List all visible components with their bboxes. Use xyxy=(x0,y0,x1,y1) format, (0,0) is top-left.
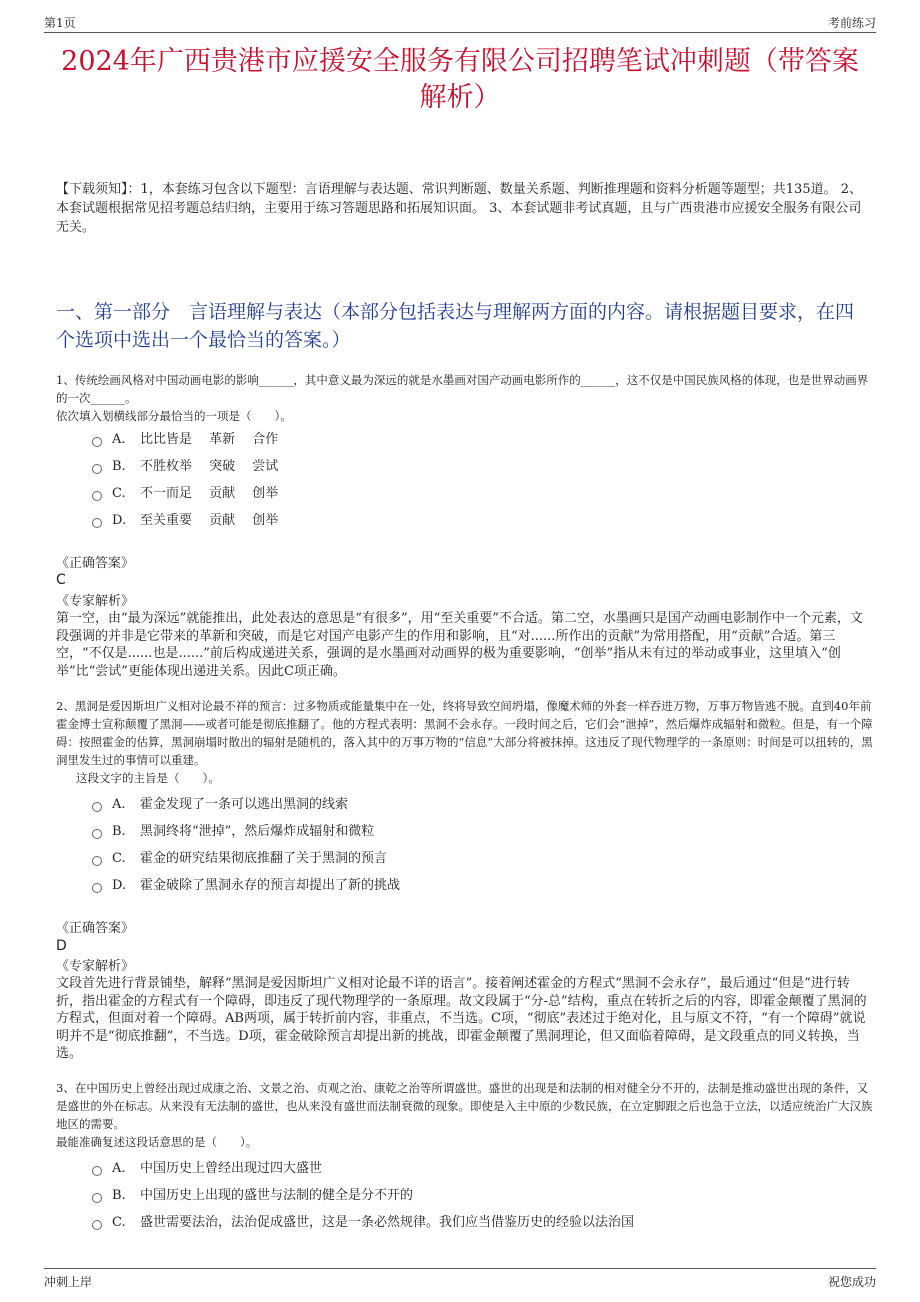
option-a[interactable]: A. 比比皆是 革新 合作 xyxy=(92,426,874,453)
footer-right-text: 祝您成功 xyxy=(827,1275,876,1289)
option-a[interactable]: A. 中国历史上曾经出现过四大盛世 xyxy=(92,1155,874,1182)
page-header xyxy=(44,12,876,33)
header-category: 考前练习 xyxy=(827,16,876,30)
question-prompt: 最能准确复述这段话意思的是（ ）。 xyxy=(56,1135,258,1149)
question-prompt: 依次填入划横线部分最恰当的一项是（ ）。 xyxy=(56,409,292,423)
radio-icon[interactable] xyxy=(92,1220,102,1230)
analysis-label: 《专家解析》 xyxy=(56,959,135,974)
radio-icon[interactable] xyxy=(92,491,102,501)
document-title: 2024年广西贵港市应援安全服务有限公司招聘笔试冲刺题（带答案解析） xyxy=(61,46,859,113)
question-2 xyxy=(56,697,874,787)
page-number: 第1页 xyxy=(44,16,76,30)
answer-label: 《正确答案》 xyxy=(56,921,135,936)
answer-label: 《正确答案》 xyxy=(56,556,135,571)
radio-icon[interactable] xyxy=(92,518,102,528)
option-d[interactable]: D. 至关重要 贡献 创举 xyxy=(92,507,874,534)
radio-icon[interactable] xyxy=(92,829,102,839)
section-heading: 一、第一部分 言语理解与表达（本部分包括表达与理解两方面的内容。请根据题目要求，在四个选项中选出一个最恰当的答案。） xyxy=(56,301,855,351)
radio-icon[interactable] xyxy=(92,883,102,893)
option-a[interactable]: A. 霍金发现了一条可以逃出黑洞的线索 xyxy=(92,791,874,818)
option-c[interactable]: C. 霍金的研究结果彻底推翻了关于黑洞的预言 xyxy=(92,845,874,872)
question-stem: 3、在中国历史上曾经出现过成康之治、文景之治、贞观之治、康乾之治等所谓盛世。盛世的出现是和法制的相对健全分不开的，法制是推动盛世出现的条件，又是盛世的外在标志。从来没有无法制的盛世，也从来没有盛世而法制衰微的现象。即使是入主中原的少数民族，在立定脚跟之后也急于立法，以适应统治广大汉族地区的需要。 xyxy=(56,1081,873,1131)
option-b[interactable]: B. 中国历史上出现的盛世与法制的健全是分不开的 xyxy=(92,1182,874,1209)
radio-icon[interactable] xyxy=(92,464,102,474)
radio-icon[interactable] xyxy=(92,437,102,447)
option-c[interactable]: C. 盛世需要法治，法治促成盛世，这是一条必然规律。我们应当借鉴历史的经验以法治国 xyxy=(92,1209,874,1236)
analysis-text: 文段首先进行背景铺垫，解释“黑洞是爱因斯坦广义相对论最不详的语言”。接着阐述霍金的方程式“黑洞不会永存”，最后通过“但是”进行转折，指出霍金的方程式有一个障碍，即违反了现代物理学的一条原理。故文段属于“分-总”结构，重点在转折之后的内容，即霍金颠覆了黑洞的方程式，但面对着一个障碍。AB两项，属于转折前内容，非重点，不当选。C项，“彻底”表述过于绝对化，且与原文不符，“有一个障碍”就说明并不是“彻底推翻”，不当选。D项，霍金破除预言却提出新的挑战，即霍金颠覆了黑洞理论，但又面临着障碍，是文段重点的同义转换，当选。 xyxy=(56,976,867,1061)
option-b[interactable]: B. 黑洞终将“泄掉”，然后爆炸成辐射和微粒 xyxy=(92,818,874,845)
radio-icon[interactable] xyxy=(92,1166,102,1176)
radio-icon[interactable] xyxy=(92,856,102,866)
option-c[interactable]: C. 不一而足 贡献 创举 xyxy=(92,480,874,507)
question-2-options xyxy=(92,791,874,899)
footer-left-text: 冲刺上岸 xyxy=(44,1275,93,1289)
question-1 xyxy=(56,371,874,425)
answer-value: C xyxy=(56,572,66,588)
option-d[interactable]: D. 霍金破除了黑洞永存的预言却提出了新的挑战 xyxy=(92,872,874,899)
question-3 xyxy=(56,1079,874,1151)
analysis-text: 第一空，由“最为深远”就能推出，此处表达的意思是“有很多”，用“至关重要”不合适。第二空，水墨画只是国产动画电影制作中一个元素，文段强调的并非是它带来的革新和突破，而是它对国产电影产生的作用和影响，且“对......所作出的贡献”为常用搭配，用“贡献”合适。第三空，“不仅是......也是......”前后构成递进关系，强调的是水墨画对动画界的极为重要影响，“创举”指从未有过的举动或事业，这里填入“创举”比“尝试”更能体现出递进关系。因此C项正确。 xyxy=(56,611,863,679)
radio-icon[interactable] xyxy=(92,1193,102,1203)
download-notice: 【下载须知】：1，本套练习包含以下题型：言语理解与表达题、常识判断题、数量关系题、判断推理题和资料分析题等题型；共135道。 2、本套试题根据常见招考题总结归纳，主要用于练习答题思路和拓展知识面。 3、本套试题非考试真题，且与广西贵港市应援安全服务有限公司无关。 xyxy=(56,182,862,235)
question-3-options xyxy=(92,1155,874,1236)
question-prompt: 这段文字的主旨是（ ）。 xyxy=(76,771,220,785)
question-stem: 2、黑洞是爱因斯坦广义相对论最不祥的预言：过多物质或能量集中在一处，终将导致空间坍塌，像魔术师的外套一样吞进万物，万事万物皆逃不脱。直到40年前霍金博士宣称颠覆了黑洞——或者可能是彻底推翻了。他的方程式表明：黑洞不会永存。一段时间之后，它们会“泄掉”，然后爆炸成辐射和微粒。但是，有一个障碍：按照霍金的估算，黑洞崩塌时散出的辐射是随机的，落入其中的万事万物的“信息”大部分将被抹掉。这违反了现代物理学的一条原则：时间是可以扭转的，黑洞里发生过的事情可以重建。 xyxy=(56,699,873,767)
question-1-options xyxy=(92,426,874,534)
page-footer xyxy=(44,1268,876,1291)
question-stem: 1、传统绘画风格对中国动画电影的影响______，其中意义最为深远的就是水墨画对国产动画电影所作的______，这不仅是中国民族风格的体现，也是世界动画界的一次______。 xyxy=(56,373,869,405)
answer-value: D xyxy=(56,938,67,954)
radio-icon[interactable] xyxy=(92,802,102,812)
option-b[interactable]: B. 不胜枚举 突破 尝试 xyxy=(92,453,874,480)
analysis-label: 《专家解析》 xyxy=(56,594,135,609)
